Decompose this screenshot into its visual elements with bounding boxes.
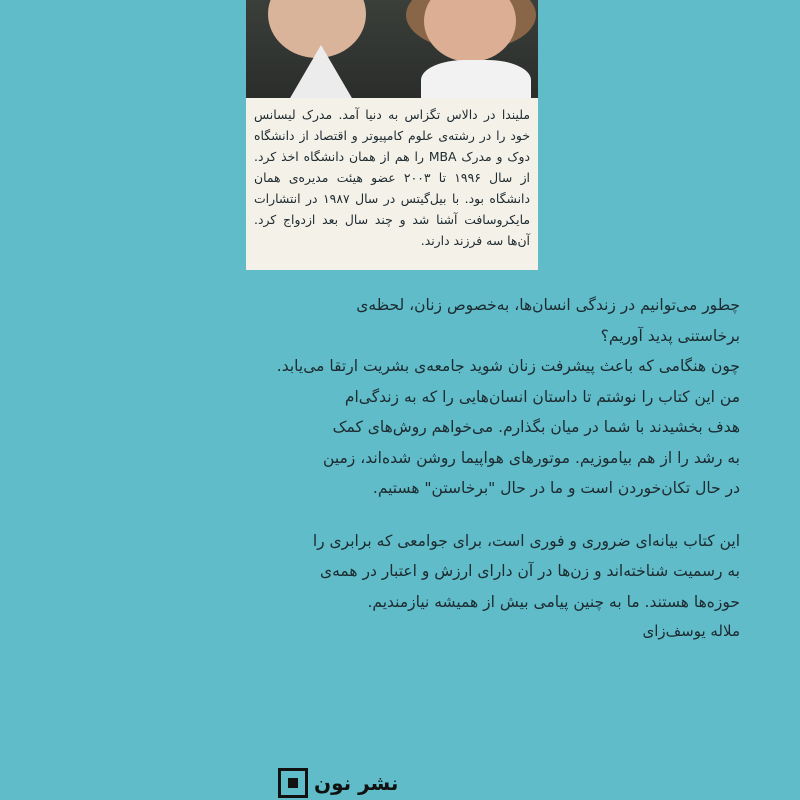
author-photo [246,0,538,98]
author-bio: ملیندا در دالاس تگزاس به دنیا آمد. مدرک لیسانس خود را در رشته‌ی علوم کامپیوتر و اقتصاد از دانشگاه دوک و مدرک MBA را هم از همان دانشگاه اخذ کرد. از سال ۱۹۹۶ تا ۲۰۰۳ عضو هیئت مدیره‌ی همان دانشگاه بود. با بیل‌گیتس در سال ۱۹۸۷ در انتشارات مایکروسافت آشنا شد و چند سال بعد ازدواج کرد. آن‌ها سه فرزند دارند. [246,98,538,270]
publisher-mark-icon [278,768,308,798]
publisher-name: نشر نون [314,771,399,795]
blurb-paragraph-2: این کتاب بیانه‌ای ضروری و فوری است، برای جوامعی که برابری را به رسمیت شناخته‌اند و زن‌ها در آن دارای ارزش و اعتبار در همه‌ی حوزه‌ها هستند. ما به چنین پیامی بیش از همیشه نیازمندیم. [312,531,740,611]
quote-signature: ملاله یوسف‌زای [642,622,740,640]
publisher-logo [278,768,398,798]
person-left [268,0,366,58]
person-right [424,0,516,62]
person-right-shirt [421,60,531,98]
blurb-paragraph-1: چطور می‌توانیم در زندگی انسان‌ها، به‌خصوص زنان، لحظه‌ی برخاستنی پدید آوریم؟ چون هنگامی که باعث پیشرفت زنان شوید جامعه‌ی بشریت ارتقا می‌یابد. من این کتاب را نوشتم تا داستان انسان‌هایی را که به زندگی‌ام هدف بخشیدند با شما در میان بگذارم. می‌خواهم روش‌های کمک به رشد را از هم بیاموزیم. موتورهای هواپیما روشن شده‌اند، زمین در حال تکان‌خوردن است و ما در حال "برخاستن" هستیم. [276,296,740,497]
back-cover-text [60,290,740,617]
